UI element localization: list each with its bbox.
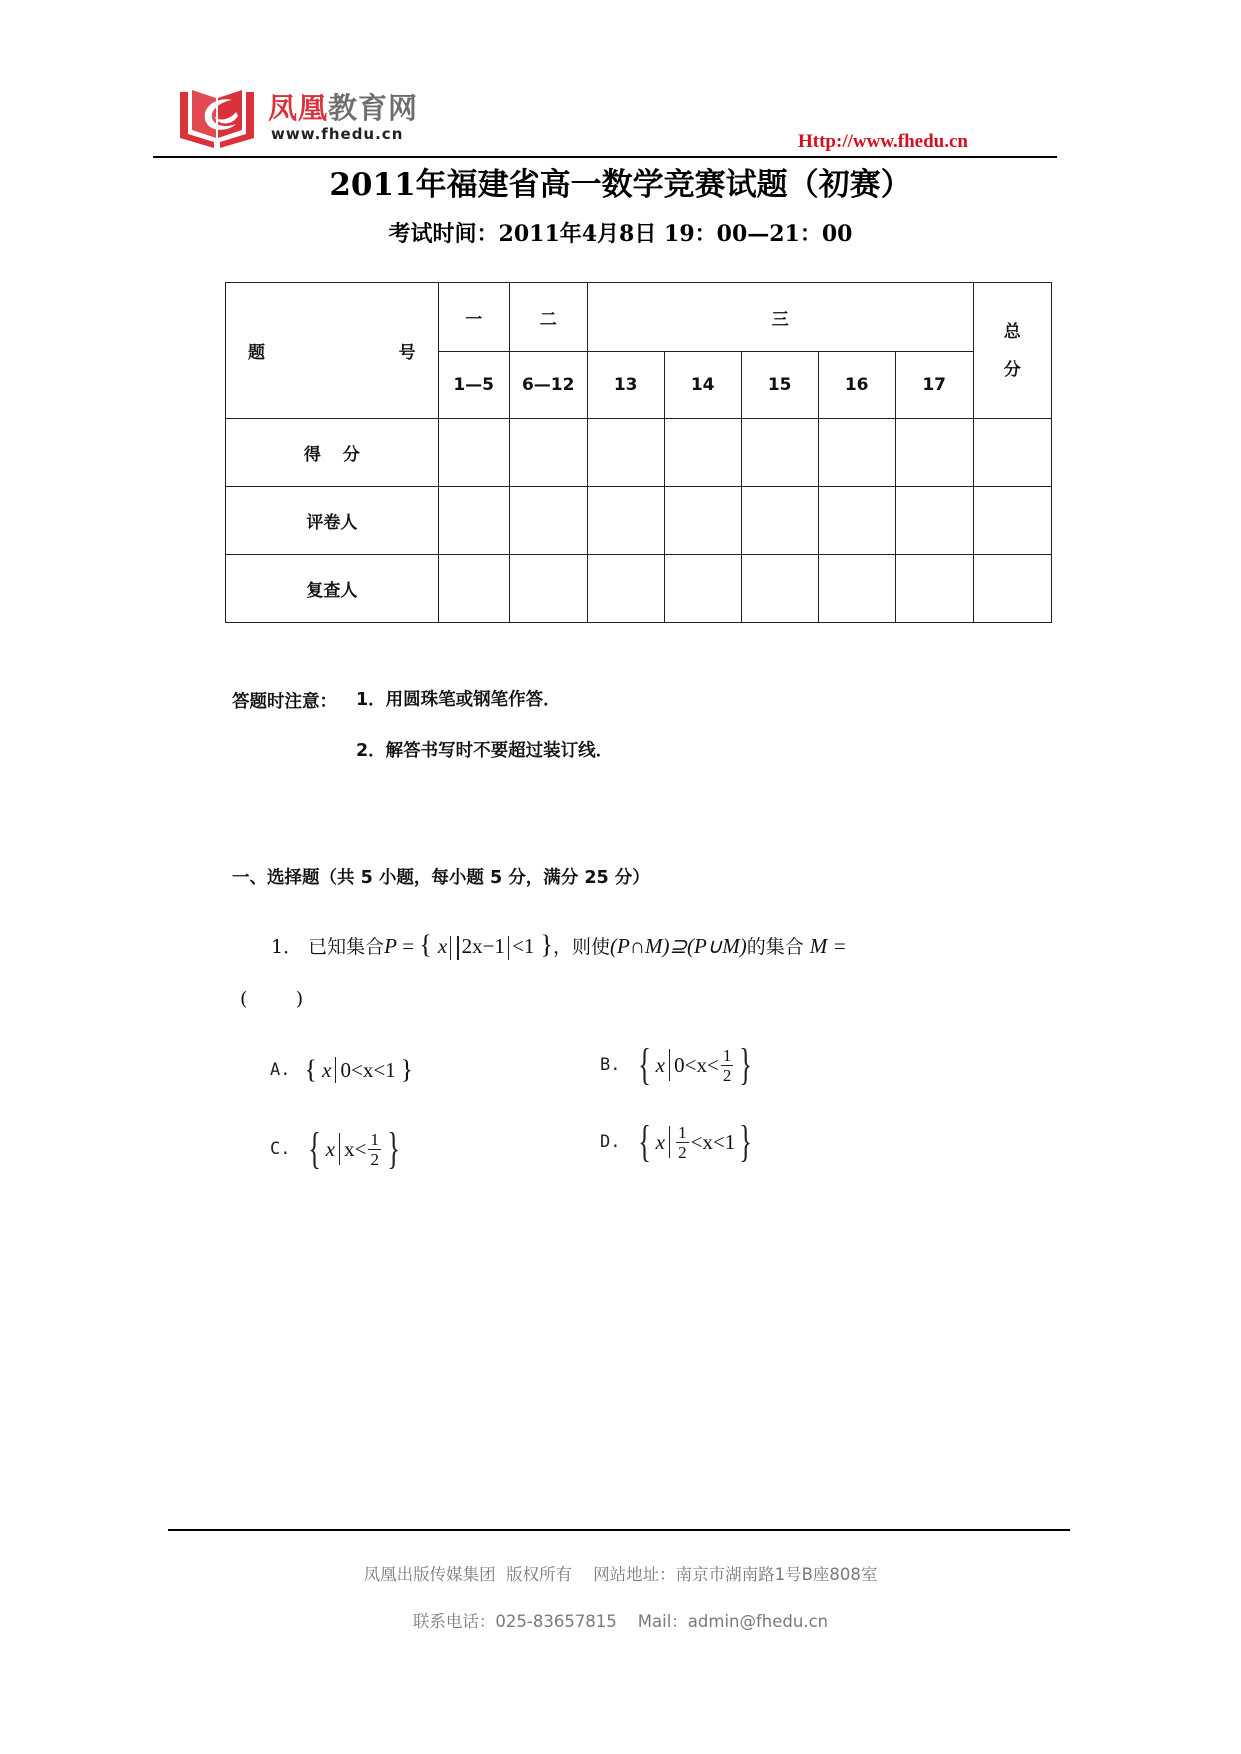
fraction — [721, 1046, 734, 1085]
question-number-cell: 16 — [818, 352, 895, 419]
answer-blank: ( ) — [240, 988, 304, 1010]
set-p-elem: x — [437, 934, 448, 958]
reviewer-cell — [973, 555, 1051, 623]
score-cell — [587, 419, 664, 487]
table-row-score — [226, 419, 1052, 487]
grader-cell — [973, 487, 1051, 555]
option-elem: x — [325, 1136, 335, 1161]
question-number-cell: 13 — [587, 352, 664, 419]
question-number-cell: 17 — [895, 352, 973, 419]
stem-suffix: 的集合 — [746, 936, 804, 958]
option-condition: <x<1 — [690, 1129, 736, 1154]
reviewer-cell — [438, 555, 509, 623]
logo-wordmark — [268, 92, 418, 124]
frac-num: 1 — [722, 1045, 732, 1065]
logo-name-part2: 教育网 — [328, 91, 419, 125]
set-p-cond: 2x−1 — [461, 934, 505, 958]
frac-den: 2 — [722, 1065, 732, 1085]
row-header-question-number: 题 号 — [226, 283, 439, 419]
footer-copyright-address: 凤凰出版传媒集团 版权所有 网站地址：南京市湖南路1号B座808室 — [363, 1565, 878, 1584]
table-row-reviewer — [226, 555, 1052, 623]
row-label-reviewer: 复查人 — [226, 555, 439, 623]
section-title-multiple-choice: 一、选择题（共 5 小题，每小题 5 分，满分 25 分） — [232, 868, 650, 888]
right-brace-icon: } — [387, 1124, 400, 1173]
reviewer-cell — [664, 555, 741, 623]
logo-icon — [176, 86, 258, 150]
left-brace-icon: { — [308, 1124, 322, 1173]
option-elem: x — [321, 1057, 332, 1082]
reviewer-cell — [818, 555, 895, 623]
note-item-2: 2．解答书写时不要超过装订线． — [356, 741, 614, 761]
question-1-stem: 1． 已知集合P = { x 2x−1 <1 }，则使(P∩M)⊇(P∪M)的集合 M = — [271, 930, 847, 959]
reviewer-cell — [587, 555, 664, 623]
question-number-cell: 6—12 — [509, 352, 587, 419]
left-brace-icon: { — [419, 930, 432, 959]
reviewer-cell — [895, 555, 973, 623]
left-brace-icon: { — [638, 1040, 652, 1089]
score-cell — [973, 419, 1051, 487]
option-elem: x — [655, 1052, 665, 1077]
option-letter: A. — [270, 1060, 291, 1080]
exam-time: 考试时间：2011年4月8日 19：00—21：00 — [388, 221, 853, 247]
section-header-2: 二 — [509, 283, 587, 352]
grader-cell — [509, 487, 587, 555]
score-cell — [818, 419, 895, 487]
right-brace-icon: } — [400, 1055, 414, 1084]
grader-cell — [818, 487, 895, 555]
footer-contact: 联系电话：025-83657815 Mail：admin@fhedu.cn — [412, 1612, 829, 1631]
document-title: 2011年福建省高一数学竞赛试题（初赛） — [329, 167, 912, 203]
score-cell — [438, 419, 509, 487]
score-cell — [509, 419, 587, 487]
reviewer-cell — [741, 555, 818, 623]
question-number: 1． — [271, 936, 303, 958]
score-cell — [664, 419, 741, 487]
left-brace-icon: { — [638, 1117, 652, 1166]
row-label-score: 得 分 — [226, 419, 439, 487]
question-number-cell: 1—5 — [438, 352, 509, 419]
option-b — [600, 1040, 756, 1090]
right-brace-icon: } — [540, 930, 553, 959]
option-condition: x< — [344, 1136, 367, 1161]
logo-url: www.fhedu.cn — [271, 125, 404, 143]
relation: (P∩M)⊇(P∪M) — [609, 934, 747, 958]
question-number-cell: 14 — [664, 352, 741, 419]
grader-cell — [895, 487, 973, 555]
table-row-grader — [226, 487, 1052, 555]
score-table — [225, 282, 1052, 623]
score-cell — [895, 419, 973, 487]
footer-divider — [168, 1529, 1070, 1531]
section-header-3: 三 — [587, 283, 973, 352]
total-score-header — [973, 283, 1051, 419]
option-a — [270, 1055, 413, 1085]
frac-num: 1 — [678, 1122, 687, 1142]
grader-cell — [664, 487, 741, 555]
note-item-1: 1．用圆珠笔或钢笔作答． — [356, 690, 561, 710]
fraction — [676, 1123, 689, 1162]
section-header-1: 一 — [438, 283, 509, 352]
reviewer-cell — [509, 555, 587, 623]
option-letter: C. — [270, 1139, 291, 1159]
question-number-cell: 15 — [741, 352, 818, 419]
frac-den: 2 — [678, 1142, 687, 1162]
set-p-rhs: <1 — [512, 934, 535, 958]
option-c — [270, 1124, 404, 1174]
row-label-grader: 评卷人 — [226, 487, 439, 555]
frac-num: 1 — [370, 1129, 379, 1149]
set-p-var: P — [384, 934, 397, 958]
header-divider — [153, 156, 1057, 158]
option-letter: D. — [600, 1132, 621, 1152]
right-brace-icon: } — [739, 1117, 753, 1166]
option-letter: B. — [600, 1055, 621, 1075]
notes-label: 答题时注意： — [232, 692, 337, 712]
grader-cell — [741, 487, 818, 555]
left-brace-icon: { — [304, 1055, 317, 1084]
option-condition: 0<x<1 — [340, 1057, 396, 1082]
grader-cell — [438, 487, 509, 555]
grader-cell — [587, 487, 664, 555]
stem-prefix: 已知集合 — [308, 936, 385, 958]
option-elem: x — [655, 1129, 665, 1154]
answer-var: M = — [809, 934, 847, 958]
logo-name-part1: 凤凰 — [268, 91, 329, 125]
score-cell — [741, 419, 818, 487]
right-brace-icon: } — [739, 1040, 753, 1089]
frac-den: 2 — [370, 1149, 379, 1169]
fraction — [368, 1130, 381, 1169]
stem-mid: ，则使 — [552, 936, 610, 958]
option-condition: 0<x< — [674, 1052, 719, 1077]
total-label-top: 总 — [1003, 321, 1021, 342]
option-d — [600, 1117, 756, 1167]
total-label-bottom: 分 — [1003, 359, 1021, 380]
site-url-link[interactable]: Http://www.fhedu.cn — [798, 131, 968, 152]
